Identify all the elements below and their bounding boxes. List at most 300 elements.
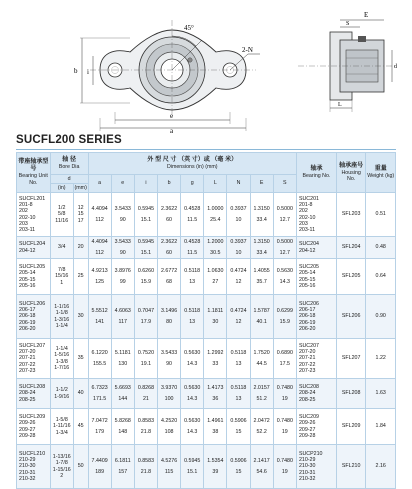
dim-mm-value: 12	[235, 279, 242, 285]
bore-inch-cell-line: 15/16	[55, 273, 69, 280]
dim-b-cell	[157, 409, 180, 445]
dim-inch-value: 0.5118	[184, 267, 201, 274]
dim-inch-value: 5.5512	[91, 307, 108, 314]
dim-mm-value: 51.2	[256, 396, 267, 402]
dim-inch-value: 4.4094	[91, 238, 108, 245]
dim-inch-value: 0.7480	[276, 417, 293, 424]
spec-table	[16, 152, 396, 489]
dim-mm-value: 38	[212, 429, 219, 435]
dim-inch-value: 0.7520	[137, 349, 155, 356]
dim-mm-value: 54.6	[256, 469, 267, 475]
dim-inch-value: 1.4961	[207, 417, 224, 424]
dim-inch-value: 1.5787	[253, 307, 270, 314]
dim-inch-value: 0.5906	[230, 457, 247, 464]
dim-E-cell	[250, 237, 273, 259]
hole-count-label: 2-N	[242, 46, 253, 54]
dim-mm-value: 144	[118, 396, 128, 402]
dim-mm-value: 17.9	[140, 319, 152, 325]
dim-inch-value: 0.5945	[137, 205, 155, 212]
header-col-b: b	[157, 175, 180, 193]
bearing-no-cell	[296, 259, 336, 295]
dim-mm-value: 12.7	[279, 250, 290, 256]
bore-inch-cell-line: 1-1/4	[55, 346, 68, 352]
bore-mm-cell	[73, 295, 88, 339]
unit-no-cell-line: 209-27	[19, 426, 36, 433]
bearing-no-cell-line: SUC208	[298, 384, 319, 391]
dim-mm-value: 60	[166, 217, 172, 223]
unit-no-cell-line: 209-28	[19, 432, 36, 439]
unit-no-cell-line: SUCFL207	[19, 342, 46, 349]
dim-mm-value: 155.5	[93, 361, 107, 367]
unit-no-cell	[17, 237, 51, 259]
unit-no-cell-line: 210-29	[19, 457, 36, 464]
dim-mm-value: 19	[281, 469, 288, 475]
unit-no-cell-line: 208-25	[19, 396, 36, 403]
dim-e-cell	[111, 193, 134, 237]
unit-no-cell	[17, 445, 51, 489]
dim-mm-value: 15	[235, 429, 242, 435]
dim-S-cell	[273, 409, 296, 445]
dim-inch-value: 1.4173	[207, 384, 224, 391]
dim-E-cell	[250, 409, 273, 445]
dim-b-label: b	[74, 67, 78, 75]
bearing-no-cell-line: 207-22	[298, 361, 316, 368]
dim-inch-value: 0.7480	[276, 457, 293, 464]
bearing-no-cell-line: 209-27	[298, 426, 316, 433]
unit-no-cell-line: 208-24	[19, 390, 36, 397]
dim-mm-value: 157	[118, 469, 128, 475]
dim-mm-value: 12	[235, 319, 242, 325]
bore-inch-cell	[50, 237, 73, 259]
bore-inch-cell-line: 1-13/16	[52, 454, 71, 460]
bearing-no-cell-line: 208-25	[298, 396, 316, 403]
series-title: SUCFL200 SERIES	[16, 134, 122, 146]
unit-no-cell-line: 210-32	[19, 475, 36, 482]
dim-mm-value: 33.4	[256, 217, 267, 223]
dim-inch-value: 0.5118	[230, 349, 247, 356]
dim-N-cell	[227, 295, 250, 339]
dim-i-cell	[134, 445, 157, 489]
dim-inch-value: 4.9213	[91, 267, 108, 274]
dim-mm-value: 14.3	[187, 361, 198, 367]
bore-inch-cell-line: 1-3/8	[55, 358, 68, 365]
dim-inch-value: 7.4409	[91, 457, 108, 464]
dim-mm-value: 21.8	[140, 469, 152, 475]
bearing-no-cell	[296, 237, 336, 259]
bore-inch-cell	[50, 445, 73, 489]
table-row	[17, 339, 396, 379]
bore-inch-cell	[50, 193, 73, 237]
dim-mm-value: 33.4	[256, 250, 267, 256]
bearing-no-cell	[296, 445, 336, 489]
unit-no-cell-line: 206-18	[19, 313, 36, 320]
dim-a-cell	[88, 259, 111, 295]
bearing-no-cell-line: 202	[298, 208, 308, 215]
dim-mm-value: 179	[95, 429, 105, 435]
dim-inch-value: 1.5354	[207, 457, 224, 464]
dim-E-cell	[250, 445, 273, 489]
bore-inch-cell	[50, 295, 73, 339]
bore-mm-cell-line: 15	[77, 211, 84, 218]
bore-inch-cell-line: 1-11/16	[52, 423, 71, 430]
unit-no-cell	[17, 409, 51, 445]
housing-no-cell: SFL205	[336, 259, 365, 295]
bearing-no-cell-line: 207-20	[298, 349, 316, 356]
dim-g-cell	[181, 379, 204, 409]
dim-a-cell	[88, 409, 111, 445]
header-bore: 轴 径 Bore Dia	[50, 153, 88, 175]
dim-mm-value: 11.5	[187, 250, 198, 256]
bearing-no-cell	[296, 379, 336, 409]
bearing-no-cell-line: 203	[298, 220, 308, 227]
dim-mm-value: 35.7	[256, 279, 267, 285]
dim-mm-value: 13	[189, 279, 196, 285]
bearing-no-cell	[296, 295, 336, 339]
dim-inch-value: 3.5433	[114, 205, 131, 212]
dim-inch-value: 4.6063	[114, 307, 131, 314]
dim-inch-value: 1.0000	[207, 205, 224, 212]
housing-no-cell: SFL207	[336, 339, 365, 379]
dim-i-cell	[134, 259, 157, 295]
dim-mm-value: 117	[118, 319, 127, 325]
dim-i-cell	[134, 409, 157, 445]
unit-no-cell-line: 210-30	[19, 463, 36, 470]
dim-inch-value: 4.2520	[160, 417, 178, 424]
dim-inch-value: 3.5433	[160, 349, 178, 356]
dim-inch-value: 0.5118	[184, 307, 201, 314]
dim-mm-value: 52.2	[256, 429, 267, 435]
dim-inch-value: 1.0630	[207, 267, 224, 274]
bearing-no-cell-line: 206-20	[298, 325, 316, 332]
dim-g-cell	[181, 237, 204, 259]
bearing-no-cell-line: SUC205	[298, 264, 319, 270]
bore-inch-cell	[50, 379, 73, 409]
bore-mm-cell	[73, 379, 88, 409]
bore-inch-cell-line: 1-1/8	[55, 310, 68, 317]
bore-inch-cell-line: 1-15/16	[52, 466, 71, 473]
dim-inch-value: 0.6890	[276, 349, 293, 356]
table-row	[17, 259, 396, 295]
header-weight: 重量 Weight (kg)	[366, 153, 396, 193]
dim-N-cell	[227, 445, 250, 489]
header-bearing: 轴承 Bearing No.	[296, 153, 336, 193]
dim-inch-value: 0.5945	[184, 457, 201, 464]
bearing-no-cell-line: 206-19	[298, 319, 316, 326]
dim-inch-value: 1.7520	[253, 349, 270, 356]
unit-no-cell-line: SUCFL208	[19, 384, 46, 391]
table-row	[17, 379, 396, 409]
dim-mm-value: 15	[235, 469, 242, 475]
dim-L-cell	[204, 259, 227, 295]
dim-E-cell	[250, 193, 273, 237]
table-row	[17, 295, 396, 339]
dim-a-cell	[88, 379, 111, 409]
bore-mm-cell-line: 35	[77, 355, 84, 362]
housing-no-cell: SFL203	[336, 193, 365, 237]
dim-inch-value: 0.7047	[137, 307, 155, 314]
bore-mm-cell	[73, 339, 88, 379]
dim-S-cell	[273, 379, 296, 409]
weight-cell: 0.90	[366, 295, 396, 339]
dim-inch-value: 7.0472	[91, 417, 108, 424]
dim-mm-value: 27	[212, 279, 219, 285]
dim-mm-value: 17.5	[279, 361, 290, 367]
dim-mm-value: 21.8	[140, 429, 152, 435]
dim-inch-value: 6.7323	[91, 384, 108, 391]
dim-a-cell	[88, 237, 111, 259]
header-col-e: e	[111, 175, 134, 193]
dim-L-cell	[204, 237, 227, 259]
dim-i-cell	[134, 193, 157, 237]
dim-a-cell	[88, 295, 111, 339]
bearing-no-cell-line: 206-18	[298, 313, 316, 320]
bearing-no-cell-line: 201-8	[298, 202, 313, 208]
weight-cell: 2.16	[366, 445, 396, 489]
dim-mm-value: 90	[119, 217, 126, 223]
bearing-no-cell	[296, 193, 336, 237]
bore-mm-cell	[73, 409, 88, 445]
unit-no-cell-line: 202	[19, 208, 28, 215]
bearing-no-cell-line: 205-16	[298, 282, 316, 289]
dim-b-cell	[157, 259, 180, 295]
dim-mm-value: 189	[95, 469, 105, 475]
header-col-E: E	[250, 175, 273, 193]
dim-L-cell	[204, 339, 227, 379]
dim-inch-value: 0.8268	[137, 384, 155, 391]
bearing-no-cell-line: 208-24	[298, 390, 316, 397]
dim-a-label: a	[170, 127, 174, 133]
dim-i-cell	[134, 237, 157, 259]
dim-inch-value: 0.3937	[230, 238, 247, 245]
dim-mm-value: 44.5	[256, 361, 267, 367]
unit-no-cell-line: SUCFL201	[19, 195, 46, 202]
bearing-no-cell-line: SUC204	[298, 241, 319, 248]
unit-no-cell	[17, 193, 51, 237]
dim-mm-value: 21	[142, 396, 149, 402]
header-col-i: i	[134, 175, 157, 193]
weight-cell: 1.63	[366, 379, 396, 409]
bearing-no-cell-line: 204-12	[298, 247, 316, 254]
dim-mm-value: 99	[119, 279, 126, 285]
dim-inch-value: 3.9370	[160, 384, 178, 391]
set-screw	[358, 36, 366, 42]
dim-mm-value: 13	[189, 319, 196, 325]
bore-inch-cell-line: 1-5/16	[54, 352, 70, 359]
dim-g-cell	[181, 409, 204, 445]
bearing-no-cell-line: 210-29	[298, 457, 316, 464]
dim-inch-value: 2.3622	[160, 238, 178, 245]
dim-b-cell	[157, 445, 180, 489]
unit-no-cell-line: 205-16	[19, 282, 36, 289]
bore-inch-cell-line: 5/8	[58, 211, 66, 218]
dim-mm-value: 40.1	[256, 319, 267, 325]
dim-mm-value: 39	[212, 469, 219, 475]
dim-mm-value: 30	[212, 319, 219, 325]
table-row	[17, 409, 396, 445]
dim-inch-value: 3.8976	[114, 267, 131, 274]
dim-mm-value: 108	[164, 429, 174, 435]
unit-no-cell-line: SUCFL209	[19, 414, 46, 420]
dim-inch-value: 0.4724	[230, 307, 247, 314]
dim-b-cell	[157, 193, 180, 237]
dim-mm-value: 33	[212, 361, 219, 367]
dim-e-cell	[111, 445, 134, 489]
dim-inch-value: 6.1220	[91, 349, 108, 356]
unit-no-cell	[17, 339, 51, 379]
header-dimensions: 外 型 尺 寸 （英 寸）或 （毫 米） Dimensions (in) (mm)	[88, 153, 296, 175]
bore-inch-cell-line: 3/4	[58, 244, 66, 251]
unit-no-cell-line: 207-22	[19, 361, 36, 368]
bearing-no-cell-line: SUC206	[298, 300, 319, 307]
unit-no-cell-line: 204-12	[19, 247, 36, 254]
dim-mm-value: 12.7	[279, 217, 290, 223]
bearing-no-cell-line: 210-32	[298, 475, 316, 482]
dim-L-cell	[204, 445, 227, 489]
dim-e-cell	[111, 295, 134, 339]
dim-mm-value: 68	[166, 279, 172, 285]
dim-N-cell	[227, 379, 250, 409]
dim-inch-value: 0.5000	[276, 238, 293, 245]
dim-b-cell	[157, 339, 180, 379]
unit-no-cell-line: 206-20	[19, 325, 36, 332]
dim-E-label: E	[364, 11, 369, 19]
dim-mm-value: 19	[281, 396, 288, 402]
weight-cell: 0.48	[366, 237, 396, 259]
header-d: d	[50, 175, 88, 184]
dim-E-cell	[250, 339, 273, 379]
bore-mm-cell-line: 17	[77, 217, 84, 224]
header-housing: 轴承座号 Housing No.	[336, 153, 365, 193]
bore-mm-cell	[73, 445, 88, 489]
dim-inch-value: 1.3150	[253, 205, 270, 212]
dim-inch-value: 1.4055	[253, 267, 270, 274]
dim-mm-value: 112	[95, 250, 104, 256]
bore-mm-cell-line: 45	[77, 423, 84, 430]
dim-S-cell	[273, 193, 296, 237]
dim-g-cell	[181, 295, 204, 339]
dim-inch-value: 5.1181	[114, 349, 131, 356]
dim-inch-value: 0.5630	[184, 384, 201, 391]
dim-a-cell	[88, 193, 111, 237]
dim-inch-value: 2.6772	[160, 267, 178, 274]
bearing-no-cell-line: SUC209	[298, 414, 319, 420]
header-col-a: a	[88, 175, 111, 193]
bore-mm-cell	[73, 237, 88, 259]
bearing-no-cell	[296, 409, 336, 445]
dim-inch-value: 2.3622	[160, 205, 178, 212]
dim-S-cell	[273, 259, 296, 295]
unit-no-cell-line: 206-17	[19, 307, 36, 314]
dim-b-cell	[157, 237, 180, 259]
dim-e-cell	[111, 339, 134, 379]
dim-N-cell	[227, 259, 250, 295]
table-row	[17, 237, 396, 259]
bore-inch-cell-line: 1-3/16	[54, 316, 70, 323]
dim-inch-value: 0.4724	[230, 267, 247, 274]
dim-inch-value: 5.8268	[114, 417, 131, 424]
bore-inch-cell-line: 1	[60, 279, 64, 286]
dim-mm-value: 125	[95, 279, 105, 285]
dim-E-cell	[250, 295, 273, 339]
dim-inch-value: 0.5945	[137, 238, 155, 245]
dim-g-cell	[181, 445, 204, 489]
unit-no-cell-line: 201-8	[19, 202, 33, 208]
unit-no-cell-line: SUCFL210	[19, 450, 46, 457]
housing-no-cell: SFL210	[336, 445, 365, 489]
bearing-no-cell-line: SUC207	[298, 342, 319, 349]
bearing-no-cell-line: 209-28	[298, 432, 316, 439]
bearing-no-cell-line: 202-10	[298, 214, 316, 221]
weight-cell: 0.64	[366, 259, 396, 295]
dim-mm-value: 36	[212, 396, 219, 402]
dim-L-cell	[204, 193, 227, 237]
dim-mm-value: 14.3	[187, 396, 198, 402]
bearing-no-cell-line: 207-21	[298, 355, 316, 362]
bearing-no-cell-line: 209-26	[298, 420, 316, 427]
dim-mm-value: 171.5	[93, 396, 107, 402]
header-col-N: N	[227, 175, 250, 193]
dim-i-cell	[134, 295, 157, 339]
dim-inch-value: 0.5630	[276, 267, 293, 274]
dim-inch-value: 3.5433	[114, 238, 131, 245]
dim-e-label: e	[170, 112, 174, 120]
dim-S-cell	[273, 295, 296, 339]
dim-a-cell	[88, 445, 111, 489]
bore-inch-cell-line: 1-3/4	[55, 429, 68, 436]
bore-mm-cell-line: 12	[77, 205, 84, 212]
dim-inch-value: 0.6260	[137, 267, 155, 274]
bore-inch-cell-line: 2	[60, 472, 64, 479]
header-mm: (mm)	[74, 184, 87, 191]
weight-cell: 0.51	[366, 193, 396, 237]
dim-e-cell	[111, 409, 134, 445]
bore-inch-cell	[50, 339, 73, 379]
unit-no-cell-line: SUCFL204	[19, 241, 46, 248]
dim-a-cell	[88, 339, 111, 379]
bore-mm-cell	[73, 259, 88, 295]
dim-inch-value: 0.5630	[184, 349, 201, 356]
bearing-no-cell-line: 205-15	[298, 276, 316, 283]
dim-N-cell	[227, 237, 250, 259]
bore-mm-cell-line: 25	[77, 273, 84, 280]
dim-inch-value: 3.1496	[160, 307, 178, 314]
dim-inch-value: 1.2992	[207, 349, 224, 356]
dim-mm-value: 60	[166, 250, 172, 256]
dim-mm-value: 90	[166, 361, 172, 367]
dim-E-cell	[250, 379, 273, 409]
dim-mm-value: 15.1	[140, 217, 152, 223]
unit-no-cell-line: 203-11	[19, 227, 36, 233]
dim-inch-value: 5.6693	[114, 384, 131, 391]
dim-mm-value: 148	[118, 429, 128, 435]
bore-mm-cell	[73, 193, 88, 237]
unit-no-cell	[17, 295, 51, 339]
dim-mm-value: 30.5	[210, 250, 221, 256]
bore-inch-cell	[50, 259, 73, 295]
dim-E-cell	[250, 259, 273, 295]
dim-inch-value: 0.5000	[276, 205, 293, 212]
dim-inch-value: 1.2000	[207, 238, 224, 245]
unit-no-cell-line: SUCFL205	[19, 264, 46, 270]
bore-inch-cell-line: 1-5/8	[55, 417, 68, 424]
bore-inch-cell-line: 1-1/16	[54, 304, 70, 310]
dim-inch-value: 0.5118	[230, 384, 247, 391]
bore-inch-cell	[50, 409, 73, 445]
dim-inch-value: 0.7480	[276, 384, 293, 391]
weight-cell: 1.84	[366, 409, 396, 445]
dim-mm-value: 19.1	[140, 361, 152, 367]
dim-inch-value: 4.4094	[91, 205, 108, 212]
